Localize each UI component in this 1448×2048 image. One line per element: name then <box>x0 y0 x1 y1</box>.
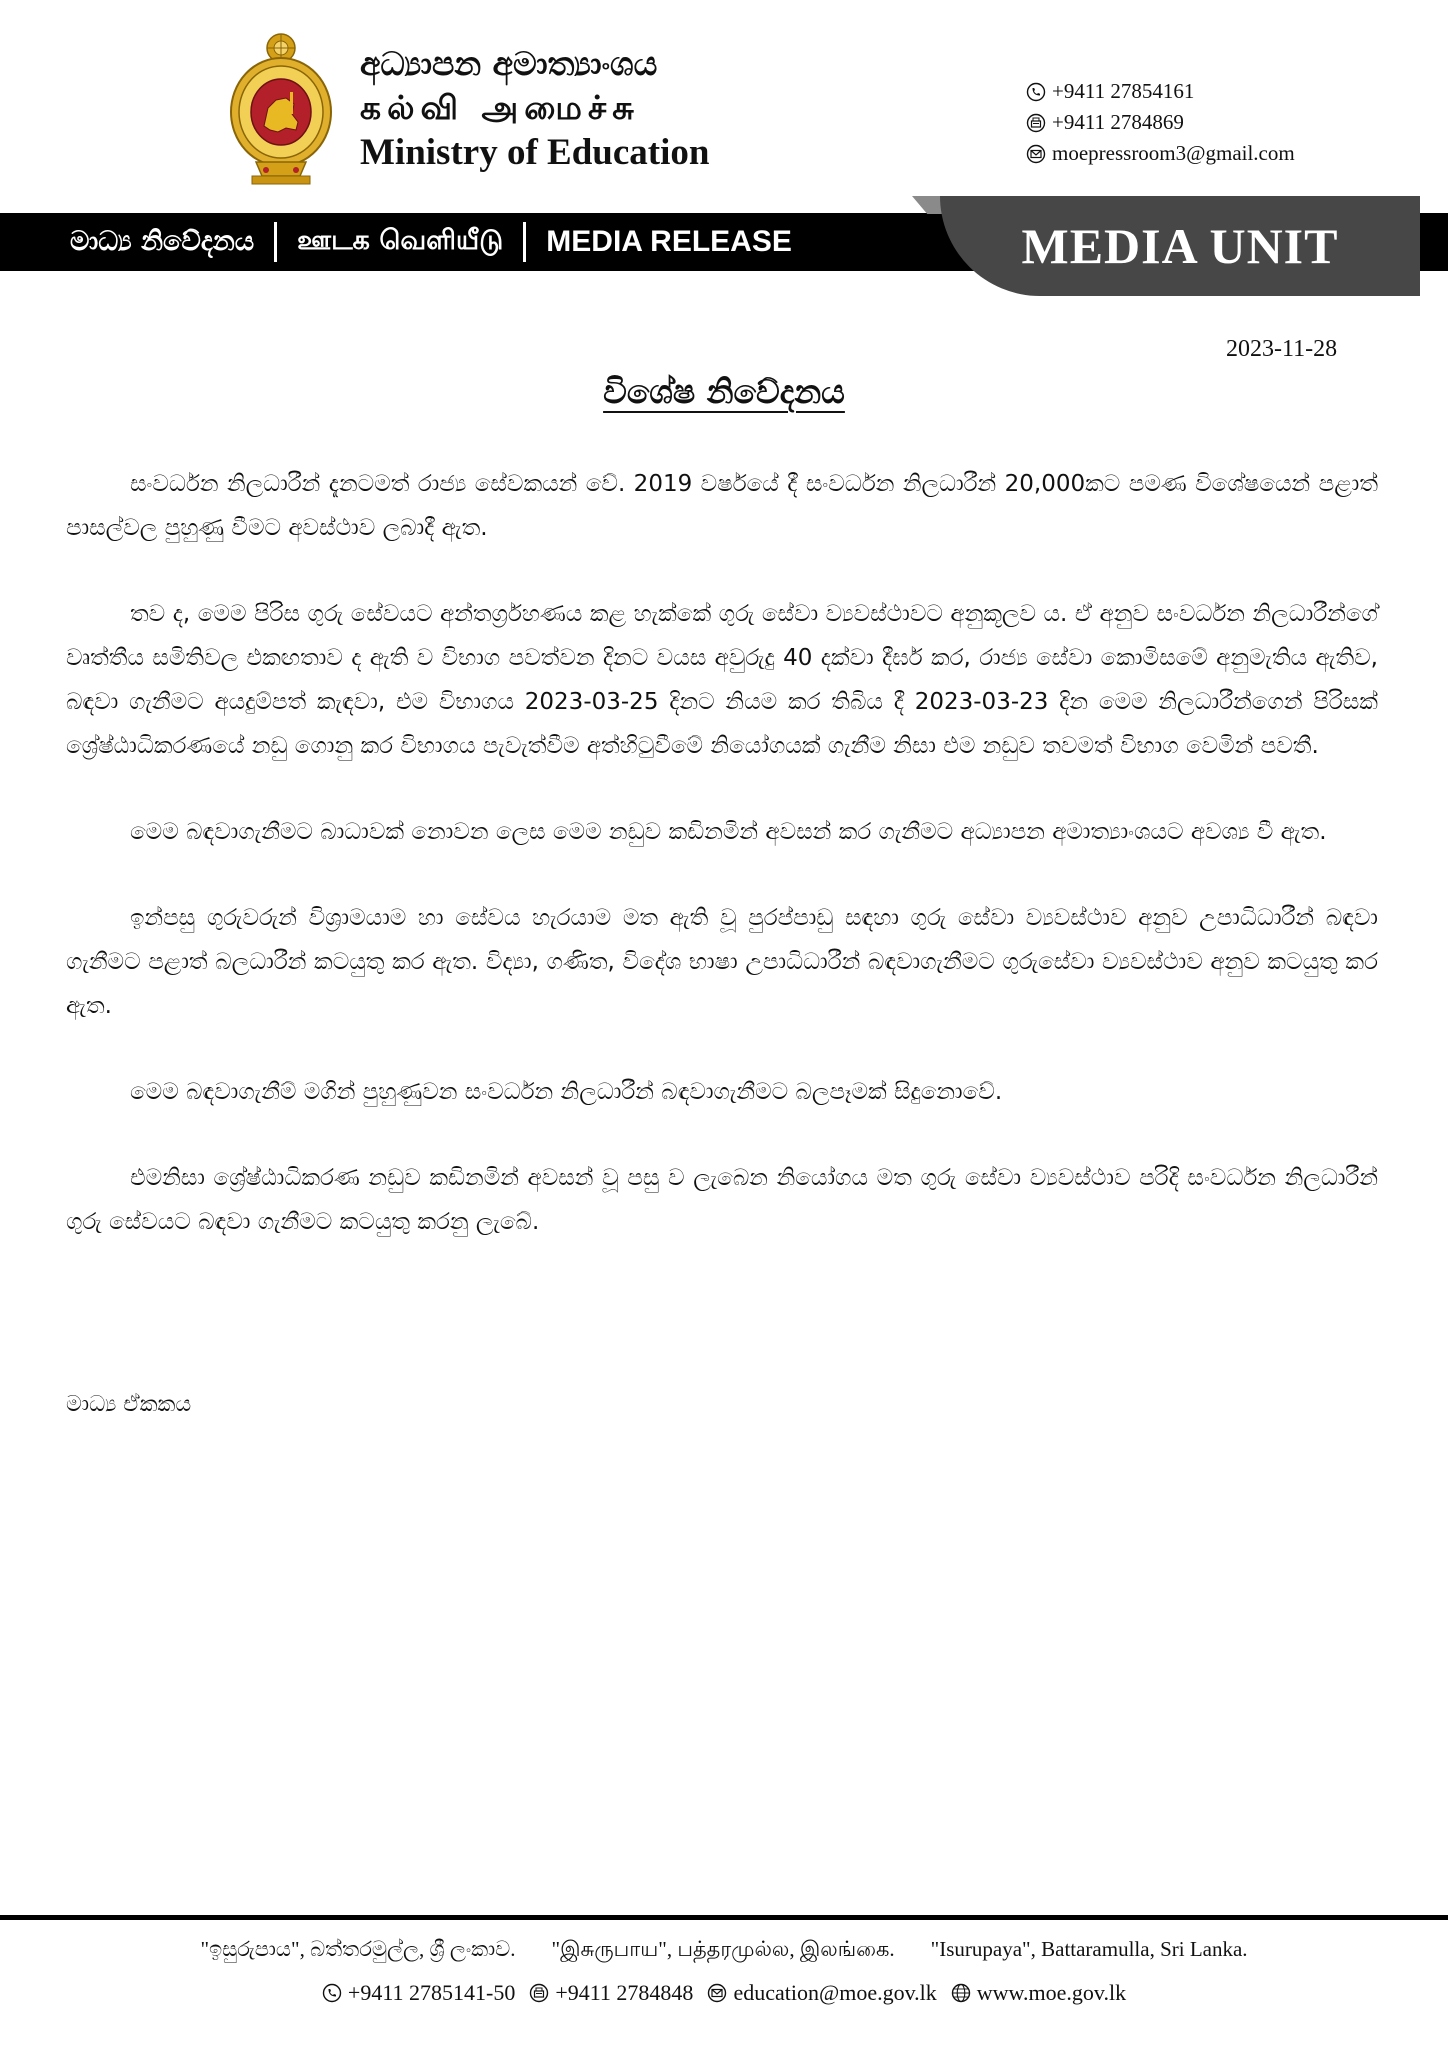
footer-fax-text: +9411 2784848 <box>555 1980 694 2005</box>
signoff: මාධ්‍ය ඒකකය <box>66 1392 192 1417</box>
footer-phone <box>322 1980 515 2006</box>
fax-icon <box>1026 113 1046 133</box>
footer-email-text: education@moe.gov.lk <box>733 1980 937 2005</box>
phone-icon <box>1026 82 1046 102</box>
header-contacts <box>1026 76 1295 169</box>
footer-address <box>0 1937 1448 1964</box>
header-fax <box>1026 107 1295 138</box>
footer-website <box>951 1980 1126 2006</box>
document-title <box>0 372 1448 412</box>
footer-divider <box>0 1915 1448 1920</box>
document-title-text: විශේෂ නිවේදනය <box>603 372 845 411</box>
ministry-name-english: Ministry of Education <box>360 132 710 173</box>
header-email-text: moepressroom3@gmail.com <box>1052 141 1295 165</box>
ministry-name-block <box>360 42 780 176</box>
body-paragraph: සංවර්ධන නිලධාරීන් දැනටමත් රාජ්‍ය සේවකයන් වේ. 2019 වර්ෂයේ දී සංවර්ධන නිලධාරීන් 20,000කට පමණ විශේෂයෙන් පළාත් පාසල්වල පුහුණු වීමට අවස්ථාව ලබාදී ඇත. <box>66 471 1378 541</box>
footer-address-tamil: "இசுருபாய", பத்தரமுல்ல, இலங்கை. <box>551 1937 895 1961</box>
header-phone <box>1026 76 1295 107</box>
band-divider <box>274 222 277 262</box>
media-release-band-labels <box>70 213 792 271</box>
footer-phone-text: +9411 2785141-50 <box>347 1980 516 2005</box>
body-paragraph: මෙම බඳවාගැනීමට බාධාවක් නොවන ලෙස මෙම නඩුව කඩිනමින් අවසන් කර ගැනීමට අධ්‍යාපන අමාත්‍යාංශයට අවශ්‍ය වී ඇත. <box>130 819 1327 845</box>
phone-icon <box>322 1983 342 2003</box>
footer-website-text: www.moe.gov.lk <box>976 1980 1127 2005</box>
footer-email <box>707 1980 936 2006</box>
release-date: 2023-11-28 <box>1226 336 1338 362</box>
document-body <box>66 462 1378 1286</box>
header-phone-text: +9411 27854161 <box>1052 79 1195 103</box>
footer-address-sinhala: "ඉසුරුපාය", බත්තරමුල්ල, ශ්‍රී ලංකාව. <box>200 1937 516 1961</box>
band-label-english: MEDIA RELEASE <box>546 225 792 258</box>
globe-icon <box>951 1983 971 2003</box>
sri-lanka-emblem-logo <box>226 30 336 190</box>
band-label-sinhala: මාධ්‍ය නිවේදනය <box>70 226 255 257</box>
body-paragraph: මෙම බඳවාගැනීම් මගින් පුහුණුවන සංවර්ධන නිලධාරීන් බඳවාගැනීමට බලපෑමක් සිදුනොවේ. <box>130 1079 1003 1105</box>
band-divider <box>523 222 526 262</box>
ministry-name-tamil: கல்வி அமைச்சு <box>360 88 640 127</box>
body-paragraph: එමනිසා ශ්‍රේෂ්ඨාධිකරණ නඩුව කඩිනමින් අවසන් වූ පසු ව ලැබෙන නියෝගය මත ගුරු සේවා ව්‍යවස්ථාව පරිදි සංවර්ධන නිලධාරීන් ගුරු සේවයට බඳවා ගැනීමට කටයුතු කරනු ලැබේ. <box>66 1165 1378 1235</box>
band-label-tamil: ஊடக வெளியீடு <box>297 224 504 256</box>
email-icon <box>707 1983 727 2003</box>
email-icon <box>1026 144 1046 164</box>
footer-contacts <box>0 1980 1448 2006</box>
body-paragraph: තව ද, මෙම පිරිස ගුරු සේවයට අන්තර්ග්‍රහණය කළ හැක්කේ ගුරු සේවා ව්‍යවස්ථාවට අනුකූලව ය. ඒ අනුව සංවර්ධන නිලධාරීන්ගේ වෘත්තීය සමිතිවල එකඟතාව ද ඇති ව විභාග පවත්වන දිනට වයස අවුරුදු 40 දක්වා දීර්ඝ කර, රාජ්‍ය සේවා කොමිසමේ අනුමැතිය ඇතිව, බඳවා ගැනීමට අයදුම්පත් කැඳවා, එම විභාගය 2023-03-25 දිනට නියම කර තිබිය දී 2023-03-23 දින මෙම නිලධාරීන්ගෙන් පිරිසක් ශ්‍රේෂ්ඨාධිකරණයේ නඩු ගොනු කර විභාගය පැවැත්වීම අත්හිටුවීමේ නියෝගයක් ගැනීම නිසා එම නඩුව තවමත් විභාග වෙමින් පවතී. <box>66 601 1378 759</box>
fax-icon <box>529 1983 549 2003</box>
header-email <box>1026 138 1295 169</box>
ministry-name-sinhala: අධ්‍යාපන අමාත්‍යාංශය <box>360 44 658 83</box>
header-fax-text: +9411 2784869 <box>1052 110 1184 134</box>
footer-fax <box>529 1980 693 2006</box>
body-paragraph: ඉන්පසු ගුරුවරුන් විශ්‍රාමයාම හා සේවය හැරයාම මත ඇති වූ පුරප්පාඩු සඳහා ගුරු සේවා ව්‍යවස්ථාව අනුව උපාධිධාරීන් බඳවා ගැනීමට පළාත් බලධාරීන් කටයුතු කර ඇත. විද්‍යා, ගණිත, විදේශ භාෂා උපාධිධාරීන් බඳවාගැනීමට ගුරුසේවා ව්‍යවස්ථාව අනුව කටයුතු කර ඇත. <box>66 905 1378 1019</box>
media-unit-tab <box>940 196 1420 296</box>
footer-address-english: "Isurupaya", Battaramulla, Sri Lanka. <box>930 1937 1248 1961</box>
media-unit-label: MEDIA UNIT <box>1021 218 1339 274</box>
